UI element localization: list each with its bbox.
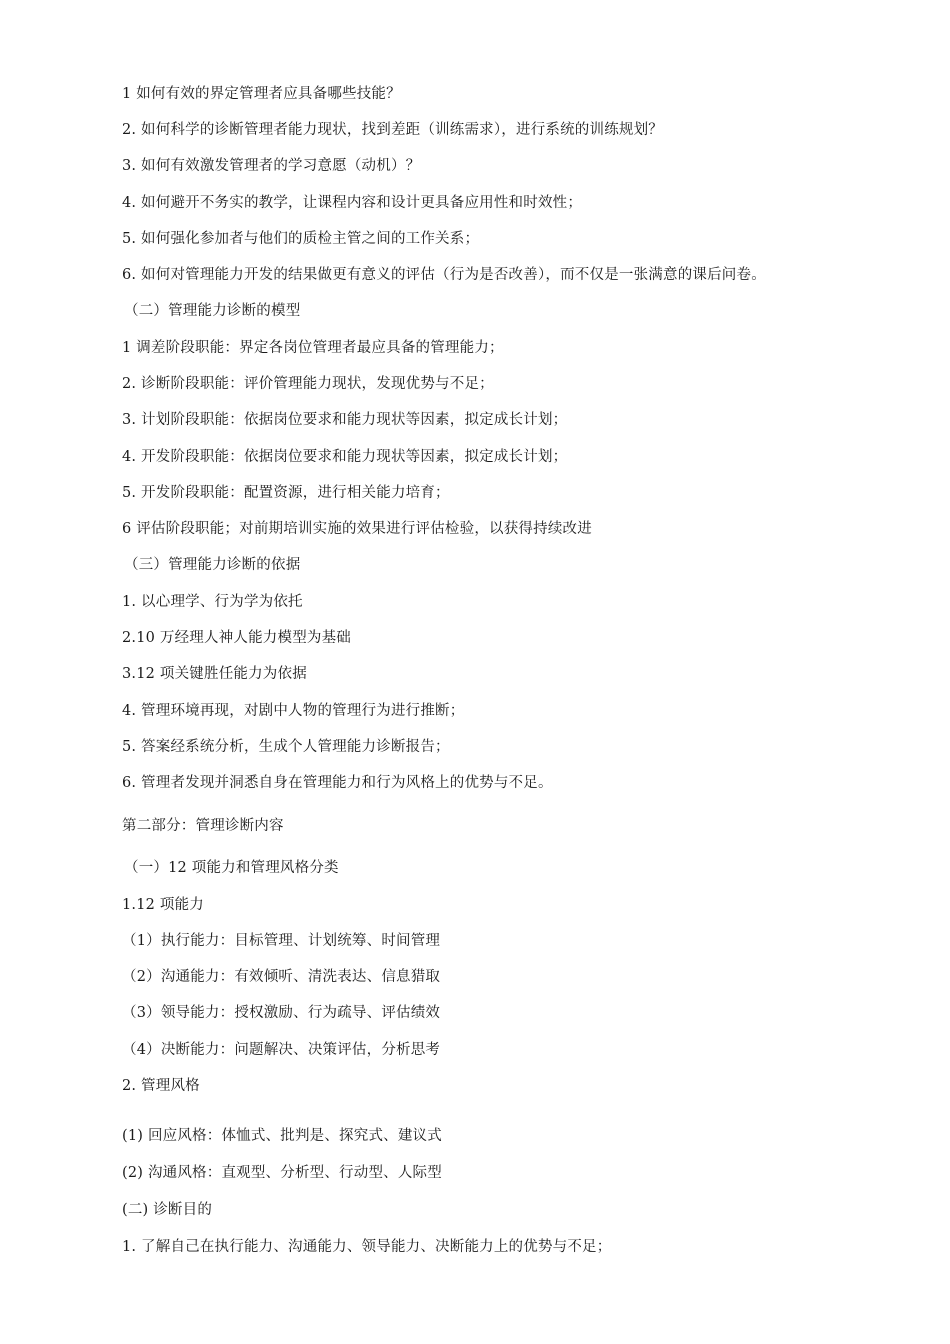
text-line: 6. 如何对管理能力开发的结果做更有意义的评估（行为是否改善），而不仅是一张满意的课后问卷。 bbox=[122, 267, 766, 283]
text-line: （2）沟通能力：有效倾听、清洗表达、信息猎取 bbox=[122, 969, 441, 985]
text-line: 6. 管理者发现并洞悉自身在管理能力和行为风格上的优势与不足。 bbox=[122, 775, 553, 791]
text-line: （1）执行能力：目标管理、计划统筹、时间管理 bbox=[122, 933, 441, 949]
text-line: 4. 开发阶段职能：依据岗位要求和能力现状等因素，拟定成长计划； bbox=[122, 449, 568, 465]
text-line: 4. 管理环境再现，对剧中人物的管理行为进行推断； bbox=[122, 703, 465, 719]
text-line: 3. 计划阶段职能：依据岗位要求和能力现状等因素，拟定成长计划； bbox=[122, 412, 568, 428]
text-line: 1 调差阶段职能：界定各岗位管理者最应具备的管理能力； bbox=[122, 340, 504, 356]
text-line: （4）决断能力：问题解决、决策评估，分析思考 bbox=[122, 1042, 441, 1058]
text-line: 1 如何有效的界定管理者应具备哪些技能？ bbox=[122, 86, 401, 102]
text-line: 5. 开发阶段职能：配置资源，进行相关能力培育； bbox=[122, 485, 450, 501]
text-line: 1. 以心理学、行为学为依托 bbox=[122, 594, 303, 610]
text-line: 1.12 项能力 bbox=[122, 897, 204, 913]
text-line: 5. 如何强化参加者与他们的质检主管之间的工作关系； bbox=[122, 231, 480, 247]
section-heading: (二) 诊断目的 bbox=[122, 1202, 213, 1218]
text-line: 2.10 万经理人神人能力模型为基础 bbox=[122, 630, 351, 646]
text-line: 5. 答案经系统分析，生成个人管理能力诊断报告； bbox=[122, 739, 450, 755]
text-line: 1. 了解自己在执行能力、沟通能力、领导能力、决断能力上的优势与不足； bbox=[122, 1239, 612, 1255]
text-line: （3）领导能力：授权激励、行为疏导、评估绩效 bbox=[122, 1005, 441, 1021]
section-heading: （三）管理能力诊断的依据 bbox=[124, 557, 301, 573]
text-line: 3. 如何有效激发管理者的学习意愿（动机）？ bbox=[122, 158, 421, 174]
text-line: (1) 回应风格：体恤式、批判是、探究式、建议式 bbox=[122, 1128, 442, 1144]
text-line: 2. 诊断阶段职能：评价管理能力现状，发现优势与不足； bbox=[122, 376, 494, 392]
text-line: 6 评估阶段职能；对前期培训实施的效果进行评估检验，以获得持续改进 bbox=[122, 521, 592, 537]
section-heading: （二）管理能力诊断的模型 bbox=[124, 303, 301, 319]
text-line: 3.12 项关键胜任能力为依据 bbox=[122, 666, 307, 682]
text-line: 4. 如何避开不务实的教学，让课程内容和设计更具备应用性和时效性； bbox=[122, 195, 583, 211]
text-line: (2) 沟通风格：直观型、分析型、行动型、人际型 bbox=[122, 1165, 442, 1181]
text-line: 2. 如何科学的诊断管理者能力现状，找到差距（训练需求），进行系统的训练规划？ bbox=[122, 122, 663, 138]
section-heading: （一）12 项能力和管理风格分类 bbox=[124, 860, 339, 876]
text-line: 2. 管理风格 bbox=[122, 1078, 200, 1094]
part-heading: 第二部分：管理诊断内容 bbox=[122, 818, 284, 834]
